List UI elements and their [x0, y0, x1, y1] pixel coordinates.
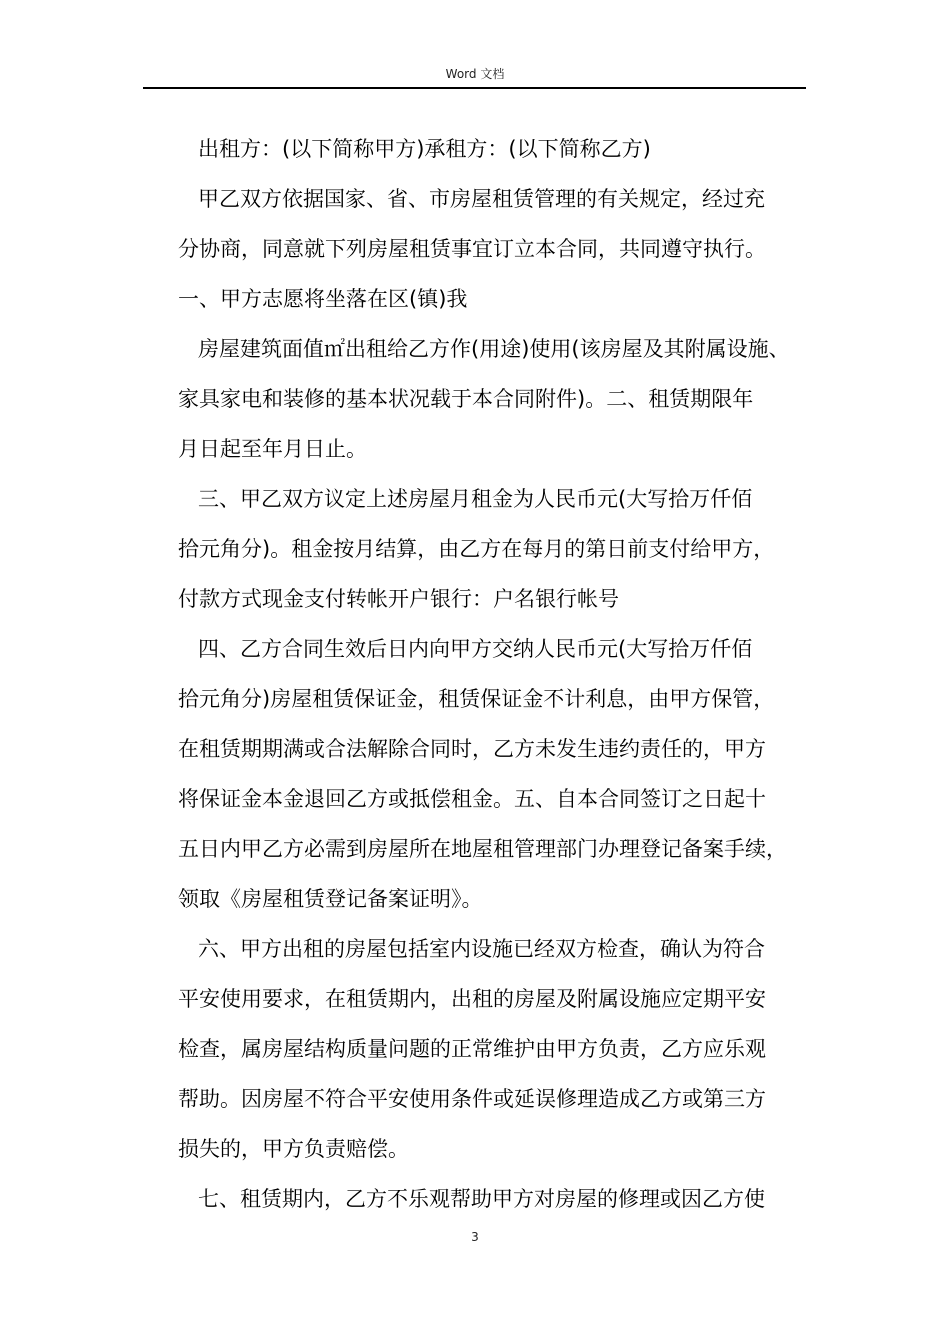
text-line: 三、甲乙双方议定上述房屋月租金为人民币元(大写拾万仟佰	[198, 487, 753, 511]
header-divider	[143, 87, 806, 89]
text-line: 甲乙双方依据国家、省、市房屋租赁管理的有关规定，经过充	[198, 187, 765, 211]
text-line: 七、租赁期内，乙方不乐观帮助甲方对房屋的修理或因乙方使	[198, 1187, 765, 1211]
text-line: 平安使用要求，在租赁期内，出租的房屋及附属设施应定期平安	[178, 987, 766, 1011]
text-line: 领取《房屋租赁登记备案证明》。	[178, 887, 483, 911]
text-line: 一、甲方志愿将坐落在区(镇)我	[178, 287, 468, 311]
text-line: 损失的，甲方负责赔偿。	[178, 1137, 409, 1161]
text-line: 四、乙方合同生效后日内向甲方交纳人民币元(大写拾万仟佰	[198, 637, 753, 661]
text-line: 分协商，同意就下列房屋租赁事宜订立本合同，共同遵守执行。	[178, 237, 766, 261]
text-line: 帮助。因房屋不符合平安使用条件或延误修理造成乙方或第三方	[178, 1087, 766, 1111]
text-line: 五日内甲乙方必需到房屋所在地屋租管理部门办理登记备案手续，	[178, 837, 787, 861]
text-line: 出租方：(以下简称甲方)承租方：(以下简称乙方)	[198, 137, 651, 161]
text-line: 房屋建筑面值㎡出租给乙方作(用途)使用(该房屋及其附属设施、	[198, 337, 790, 361]
text-line: 六、甲方出租的房屋包括室内设施已经双方检查，确认为符合	[198, 937, 765, 961]
page-number: 3	[471, 1230, 479, 1244]
text-line: 付款方式现金支付转帐开户银行：户名银行帐号	[178, 587, 619, 611]
text-line: 家具家电和装修的基本状况载于本合同附件)。二、租赁期限年	[178, 387, 754, 411]
text-line: 月日起至年月日止。	[178, 437, 367, 461]
text-line: 拾元角分)。租金按月结算，由乙方在每月的第日前支付给甲方，	[178, 537, 775, 561]
text-line: 在租赁期期满或合法解除合同时，乙方未发生违约责任的，甲方	[178, 737, 766, 761]
text-line: 拾元角分)房屋租赁保证金，租赁保证金不计利息，由甲方保管，	[178, 687, 775, 711]
text-line: 检查，属房屋结构质量问题的正常维护由甲方负责，乙方应乐观	[178, 1037, 766, 1061]
text-line: 将保证金本金退回乙方或抵偿租金。五、自本合同签订之日起十	[178, 787, 766, 811]
page-header-title: Word 文档	[445, 67, 505, 81]
